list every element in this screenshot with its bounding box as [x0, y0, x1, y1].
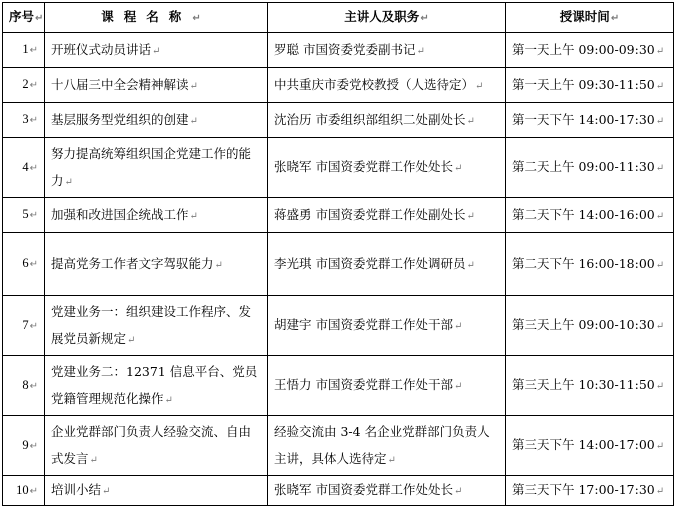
table-row — [3, 68, 674, 103]
row-course: 努力提高统筹组织国企党建工作的能力↵ — [45, 138, 268, 198]
training-schedule-table — [2, 2, 674, 506]
table-row — [3, 356, 674, 416]
row-time: 第三天上午 09:00-10:30↵ — [506, 296, 674, 356]
row-no: 4↵ — [3, 138, 45, 198]
table-row — [3, 33, 674, 68]
header-time: 授课时间↵ — [506, 3, 674, 33]
row-course: 提高党务工作者文字驾驭能力↵ — [45, 233, 268, 296]
row-course: 党建业务二：12371 信息平台、党员党籍管理规范化操作↵ — [45, 356, 268, 416]
row-course: 企业党群部门负责人经验交流、自由式发言↵ — [45, 416, 268, 476]
row-no: 2↵ — [3, 68, 45, 103]
row-time: 第二天下午 14:00-16:00↵ — [506, 198, 674, 233]
row-lecturer: 罗聪 市国资委党委副书记↵ — [268, 33, 506, 68]
header-row — [3, 3, 674, 33]
row-lecturer: 经验交流由 3-4 名企业党群部门负责人主讲，具体人选待定↵ — [268, 416, 506, 476]
row-lecturer: 王悟力 市国资委党群工作处干部↵ — [268, 356, 506, 416]
row-lecturer: 张晓军 市国资委党群工作处处长↵ — [268, 476, 506, 506]
row-time: 第二天上午 09:00-11:30↵ — [506, 138, 674, 198]
row-no: 10↵ — [3, 476, 45, 506]
row-no: 3↵ — [3, 103, 45, 138]
row-time: 第一天上午 09:30-11:50↵ — [506, 68, 674, 103]
row-no: 9↵ — [3, 416, 45, 476]
row-course: 党建业务一：组织建设工作程序、发展党员新规定↵ — [45, 296, 268, 356]
table-row — [3, 476, 674, 506]
row-lecturer: 蒋盛勇 市国资委党群工作处副处长↵ — [268, 198, 506, 233]
header-no: 序号↵ — [3, 3, 45, 33]
row-time: 第二天下午 16:00-18:00↵ — [506, 233, 674, 296]
table-row — [3, 233, 674, 296]
row-lecturer: 中共重庆市委党校教授（人选待定）↵ — [268, 68, 506, 103]
row-course: 培训小结↵ — [45, 476, 268, 506]
row-course: 十八届三中全会精神解读↵ — [45, 68, 268, 103]
row-no: 6↵ — [3, 233, 45, 296]
row-time: 第一天下午 14:00-17:30↵ — [506, 103, 674, 138]
table-row — [3, 103, 674, 138]
row-no: 8↵ — [3, 356, 45, 416]
row-lecturer: 李光琪 市国资委党群工作处调研员↵ — [268, 233, 506, 296]
row-time: 第三天上午 10:30-11:50↵ — [506, 356, 674, 416]
header-lecturer: 主讲人及职务↵ — [268, 3, 506, 33]
header-course: 课程名称↵ — [45, 3, 268, 33]
row-no: 1↵ — [3, 33, 45, 68]
row-lecturer: 胡建宇 市国资委党群工作处干部↵ — [268, 296, 506, 356]
row-lecturer: 张晓军 市国资委党群工作处处长↵ — [268, 138, 506, 198]
row-no: 5↵ — [3, 198, 45, 233]
table-row — [3, 138, 674, 198]
row-course: 加强和改进国企统战工作↵ — [45, 198, 268, 233]
table-row — [3, 416, 674, 476]
row-time: 第三天下午 14:00-17:00↵ — [506, 416, 674, 476]
table-row — [3, 296, 674, 356]
row-course: 基层服务型党组织的创建↵ — [45, 103, 268, 138]
row-time: 第三天下午 17:00-17:30↵ — [506, 476, 674, 506]
row-lecturer: 沈治历 市委组织部组织二处副处长↵ — [268, 103, 506, 138]
row-time: 第一天上午 09:00-09:30↵ — [506, 33, 674, 68]
row-no: 7↵ — [3, 296, 45, 356]
table-row — [3, 198, 674, 233]
row-course: 开班仪式动员讲话↵ — [45, 33, 268, 68]
